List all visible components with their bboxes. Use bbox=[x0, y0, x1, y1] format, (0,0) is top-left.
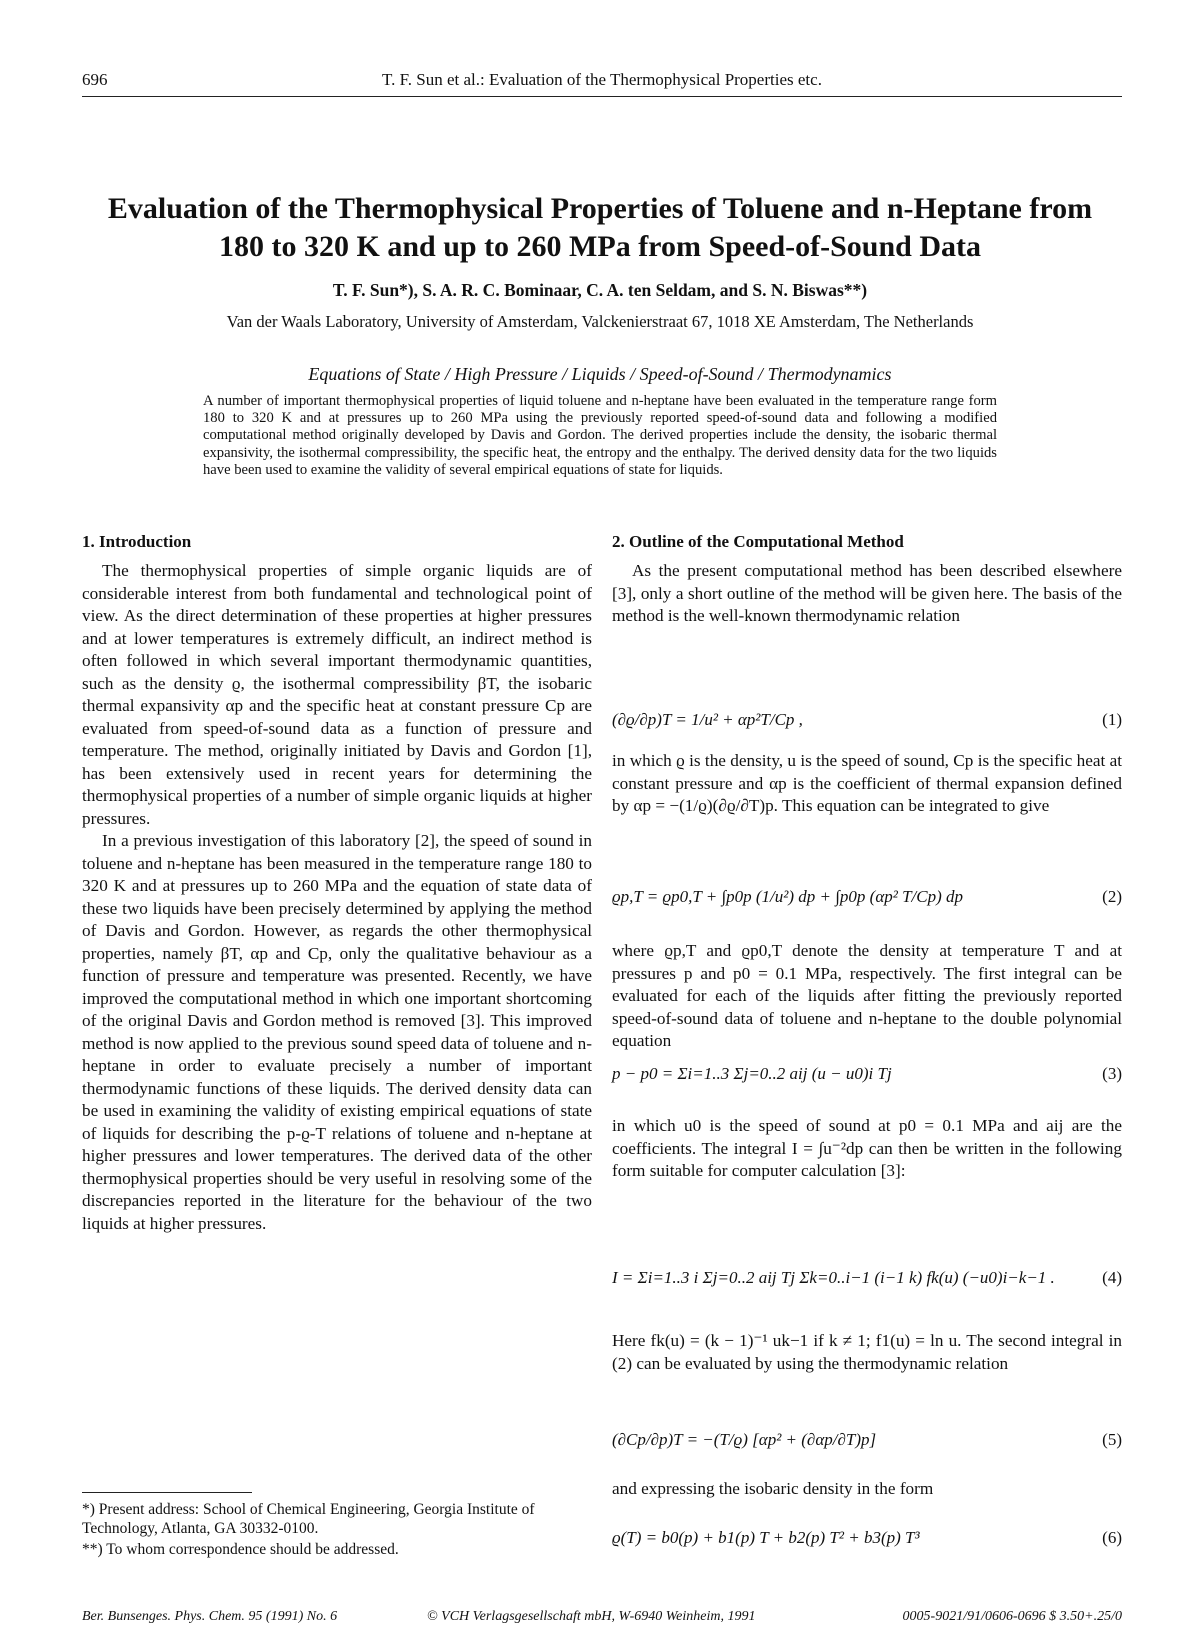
method-paragraph-5-block bbox=[612, 1330, 1122, 1375]
method-paragraph-6: and expressing the isobaric density in the form bbox=[612, 1479, 934, 1498]
footer-code: 0005-9021/91/0606-0696 $ 3.50+.25/0 bbox=[902, 1609, 1122, 1624]
method-paragraph-3-block bbox=[612, 940, 1122, 1053]
intro-paragraph-2: In a previous investigation of this laboratory [2], the speed of sound in toluene and n-heptane has been measured in the temperature range 180 to 320 K and at pressures up to 260 MPa and the equation of state data of these two liquids have been precisely determined by applying the method of Davis and Gordon. However, as regards the other thermophysical properties, namely βT, αp and Cp, only the qualitative behaviour as a function of pressure and temperature was presented. Recently, we have improved the computational method in which one important shortcoming of the original Davis and Gordon method is removed [3]. This improved method is now applied to the previous sound speed data of toluene and n-heptane in order to evaluate precisely a number of important thermodynamic functions of these liquids. The derived density data can be used in examining the validity of existing empirical equations of state of liquids for describing the p-ϱ-T relations of toluene and n-heptane at higher pressures and lower temperatures. The derived data of the other thermophysical properties should be very useful in resolving some of the discrepancies reported in the literature for the behaviour of the two liquids at higher pressures. bbox=[82, 831, 592, 1233]
method-paragraph-1: As the present computational method has been described elsewhere [3], only a short outline of the method will be given here. The basis of the method is the well-known thermodynamic relation bbox=[612, 561, 1122, 625]
intro-paragraph-1: The thermophysical properties of simple organic liquids are of considerable interest from both fundamental and technological point of view. As the direct determination of these properties at higher pressures and at lower temperatures is extremely difficult, an indirect method is often followed in which several important thermodynamic quantities, such as the density ϱ, the isothermal compressibility βT, the isobaric thermal expansivity αp and the specific heat at constant pressure Cp are evaluated from speed-of-sound data as a function of pressure and temperature. The method, originally initiated by Davis and Gordon [1], has been extensively used in recent years for determining the thermophysical properties of a number of simple organic liquids at higher pressures. bbox=[82, 561, 592, 828]
article-title bbox=[60, 190, 1140, 266]
method-paragraph-4: in which u0 is the speed of sound at p0 = 0.1 MPa and aij are the coefficients. The integral I = ∫u⁻²dp can then be written in the following form suitable for computer calculation [3]: bbox=[612, 1116, 1122, 1180]
equation-3-number: (3) bbox=[1102, 1064, 1122, 1083]
equation-2-number: (2) bbox=[1102, 887, 1122, 906]
method-paragraph-2: in which ϱ is the density, u is the speed of sound, Cp is the specific heat at constant pressure and αp is the coefficient of thermal expansion defined by αp = −(1/ϱ)(∂ϱ/∂T)p. This equation can be integrated to give bbox=[612, 751, 1122, 815]
footnote-1: *) Present address: School of Chemical Engineering, Georgia Institute of Technology, Atlanta, GA 30332-0100. bbox=[82, 1501, 535, 1537]
equation-1-body: (∂ϱ/∂p)T = 1/u² + αp²T/Cp , bbox=[612, 710, 803, 729]
equation-4-body: I = Σi=1..3 i Σj=0..2 aij Tj Σk=0..i−1 (i−1 k) fk(u) (−u0)i−k−1 . bbox=[612, 1268, 1055, 1287]
section-2-heading: 2. Outline of the Computational Method bbox=[612, 532, 904, 551]
footnote-rule bbox=[82, 1492, 252, 1493]
abstract: A number of important thermophysical properties of liquid toluene and n-heptane have been evaluated in the temperature range form 180 to 320 K and at pressures up to 260 MPa using the previously reported speed-of-sound data and following a modified computational method originally developed by Davis and Gordon. The derived properties include the density, the isobaric thermal expansivity, the isothermal compressibility, the specific heat, the entropy and the enthalpy. The derived density data for the two liquids have been used to examine the validity of several empirical equations of state for liquids. bbox=[203, 393, 997, 478]
equation-6-number: (6) bbox=[1102, 1528, 1122, 1547]
equation-6-body: ϱ(T) = b0(p) + b1(p) T + b2(p) T² + b3(p) T³ bbox=[612, 1528, 920, 1547]
method-paragraph-4-block bbox=[612, 1115, 1122, 1183]
section-1-heading: 1. Introduction bbox=[82, 532, 192, 551]
footer-journal: Ber. Bunsenges. Phys. Chem. 95 (1991) No. 6 bbox=[82, 1609, 338, 1624]
method-paragraph-3: where ϱp,T and ϱp0,T denote the density at temperature T and at pressures p and p0 = 0.1 MPa, respectively. The first integral can be evaluated for each of the liquids after fitting the previously reported speed-of-sound data of toluene and n-heptane to the double polynomial equation bbox=[612, 941, 1122, 1050]
section-2-intro bbox=[612, 560, 1122, 628]
affiliation: Van der Waals Laboratory, University of Amsterdam, Valckenierstraat 67, 1018 XE Amsterdam, The Netherlands bbox=[226, 312, 974, 331]
footnote-2: **) To whom correspondence should be addressed. bbox=[82, 1541, 399, 1558]
equation-5-body: (∂Cp/∂p)T = −(T/ϱ) [αp² + (∂αp/∂T)p] bbox=[612, 1430, 877, 1449]
running-title: T. F. Sun et al.: Evaluation of the Thermophysical Properties etc. bbox=[382, 70, 822, 89]
equation-1-number: (1) bbox=[1102, 710, 1122, 729]
method-paragraph-6-block bbox=[612, 1478, 1122, 1501]
authors: T. F. Sun*), S. A. R. C. Bominaar, C. A. ten Seldam, and S. N. Biswas**) bbox=[332, 280, 868, 300]
method-paragraph-2-block bbox=[612, 750, 1122, 818]
equation-3-body: p − p0 = Σi=1..3 Σj=0..2 aij (u − u0)i Tj bbox=[612, 1064, 892, 1083]
section-1-body bbox=[82, 560, 592, 1235]
running-header bbox=[82, 70, 1122, 97]
method-paragraph-5: Here fk(u) = (k − 1)⁻¹ uk−1 if k ≠ 1; f1(u) = ln u. The second integral in (2) can be evaluated by using the thermodynamic relation bbox=[612, 1331, 1122, 1373]
title-line-1: Evaluation of the Thermophysical Properties of Toluene and n-Heptane from bbox=[107, 192, 1093, 225]
equation-5-number: (5) bbox=[1102, 1430, 1122, 1449]
footer-publisher: © VCH Verlagsgesellschaft mbH, W-6940 Weinheim, 1991 bbox=[427, 1609, 756, 1624]
equation-4-number: (4) bbox=[1102, 1268, 1122, 1287]
page-number: 696 bbox=[82, 70, 108, 89]
title-line-2: 180 to 320 K and up to 260 MPa from Speed-of-Sound Data bbox=[219, 230, 981, 263]
equation-2-body: ϱp,T = ϱp0,T + ∫p0p (1/u²) dp + ∫p0p (αp² T/Cp) dp bbox=[612, 887, 964, 906]
keywords: Equations of State / High Pressure / Liquids / Speed-of-Sound / Thermodynamics bbox=[308, 364, 892, 384]
